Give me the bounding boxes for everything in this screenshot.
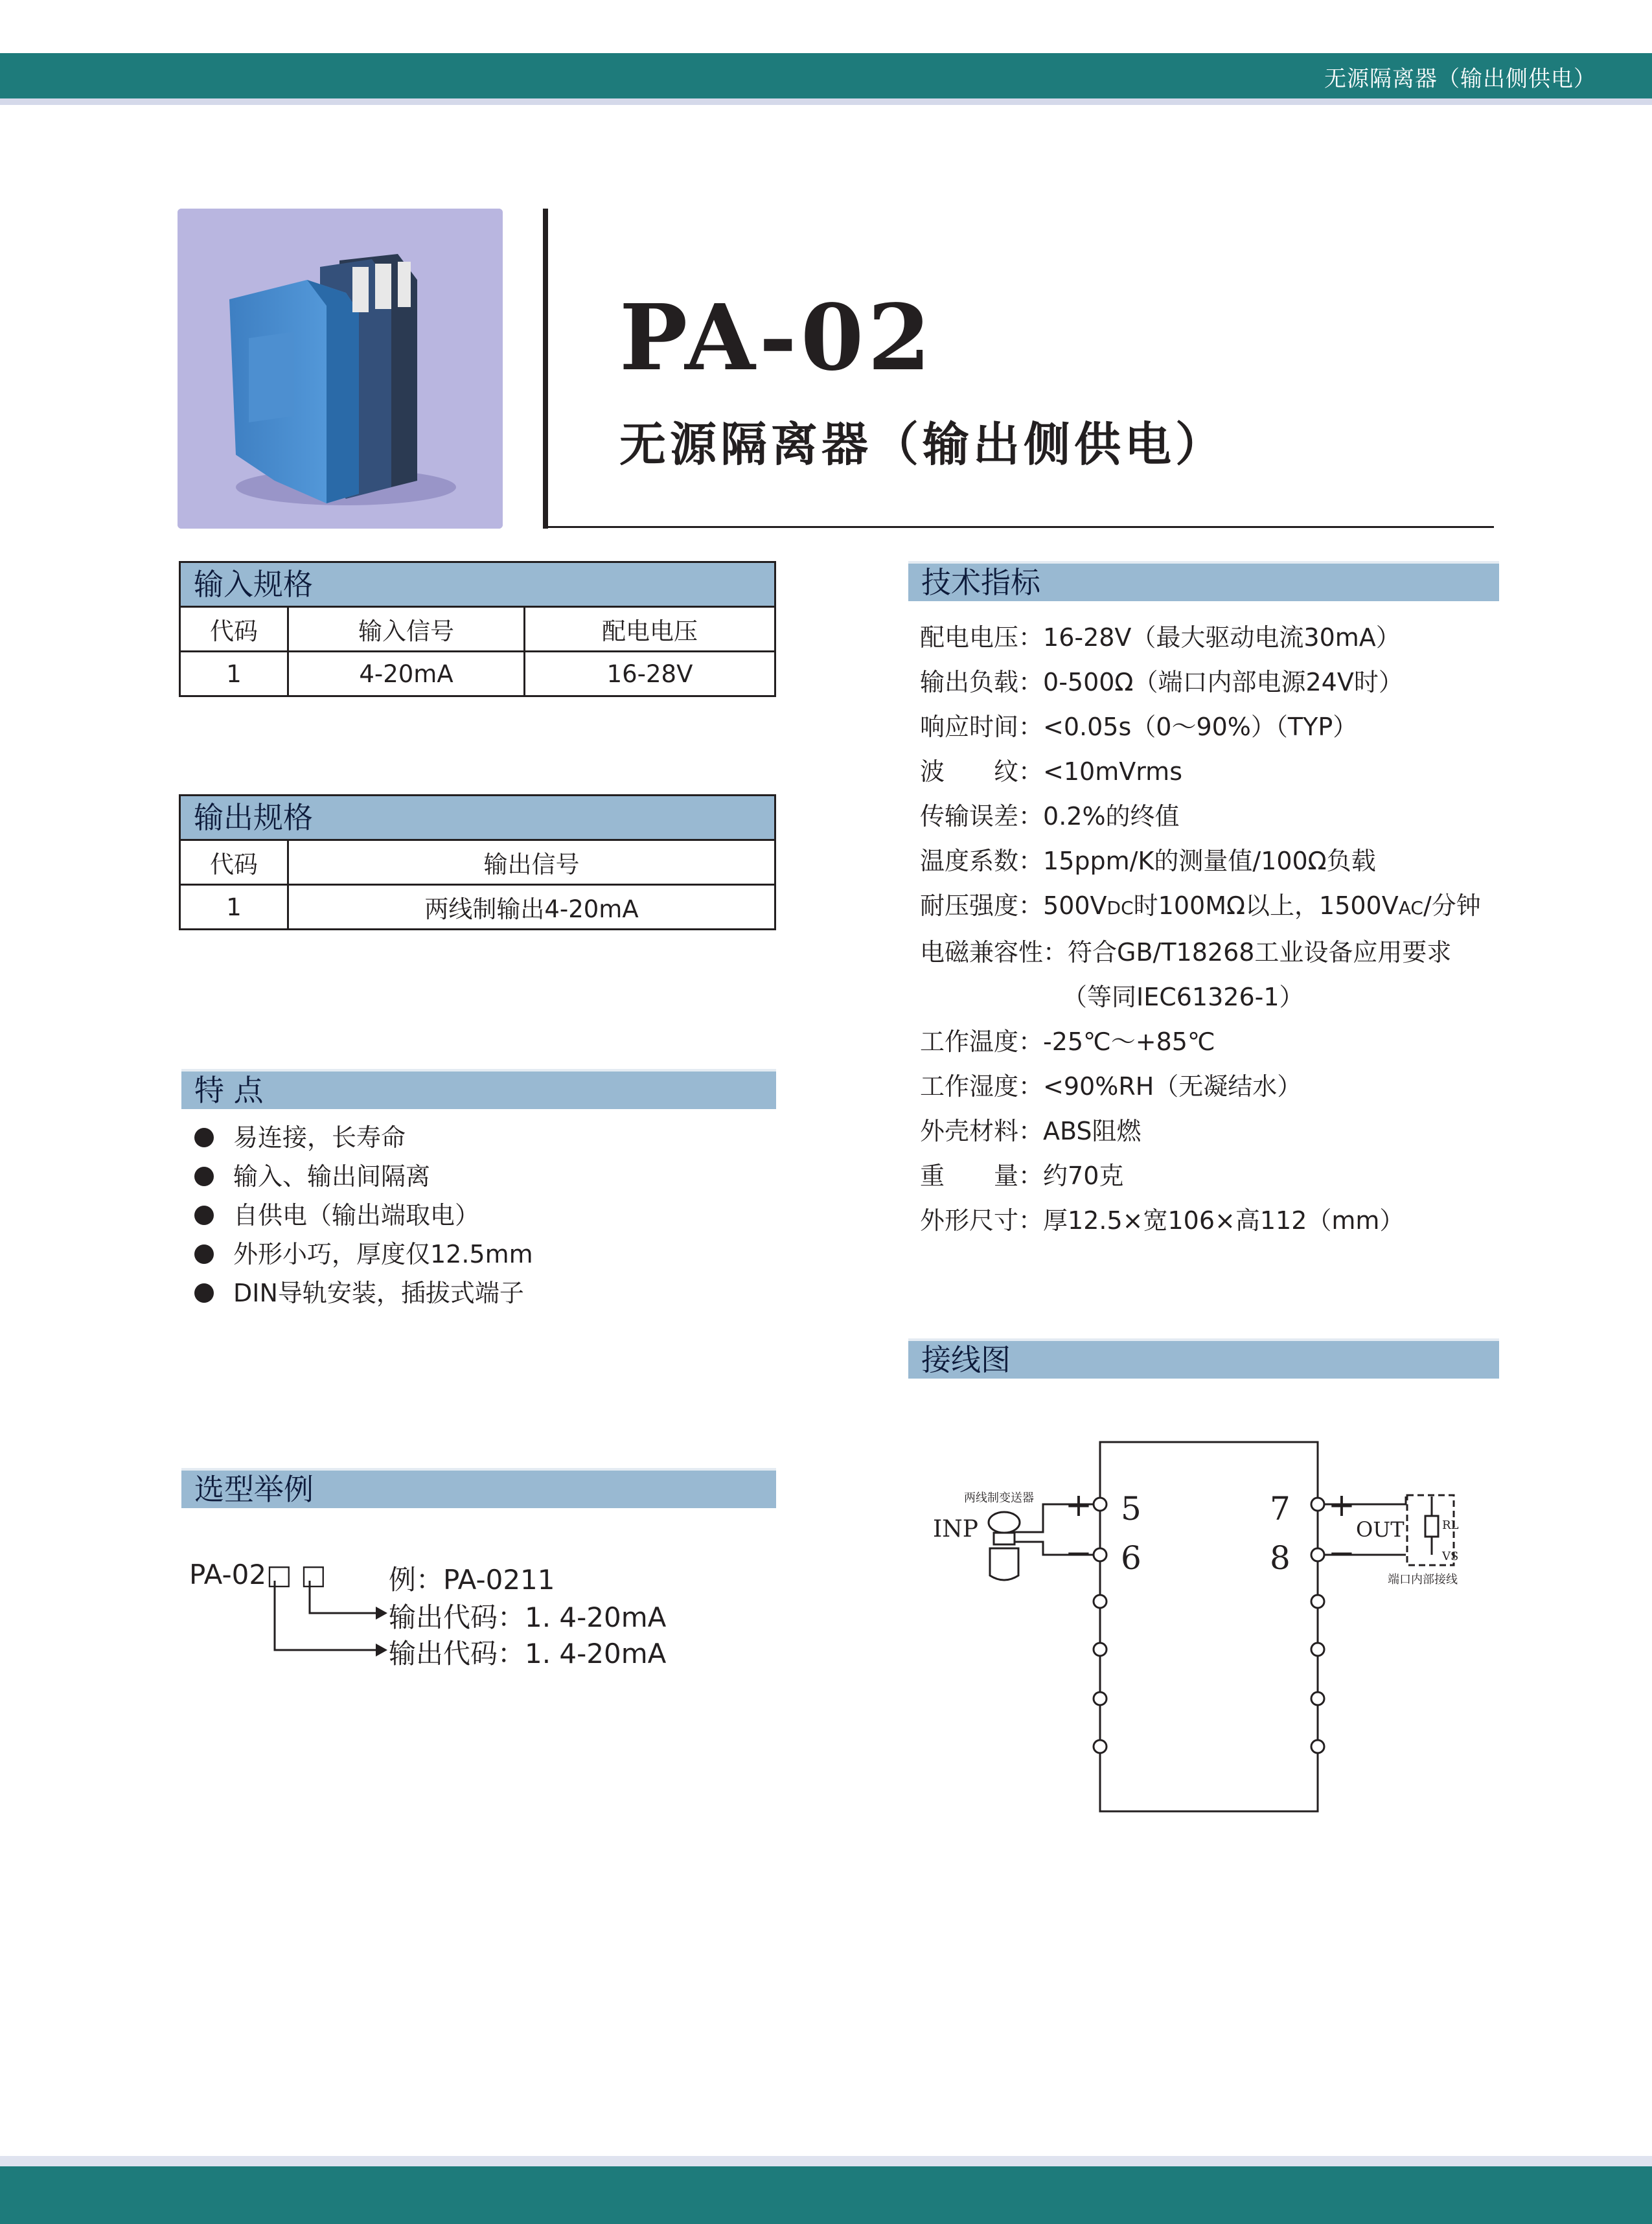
footer-band-light [0,2156,1652,2166]
output-spec-table [179,839,776,930]
selection-arrows [259,1581,389,1665]
spec-value: 厚12.5×宽106×高112（mm） [1043,1206,1405,1235]
transmitter-label: 两线制变送器 [964,1491,1034,1505]
spec-value: 0-500Ω（端口内部电源24V时） [1043,668,1403,696]
bullet-icon [194,1167,214,1186]
table-cell: 4-20mA [288,652,525,696]
table-header-cell: 配电电压 [525,607,775,652]
spec-row [920,1064,1481,1109]
spec-label: 重 量： [920,1162,1044,1190]
table-cell: 16-28V [525,652,775,696]
spec-value: 符合GB/T18268工业设备应用要求 [1068,938,1452,967]
vs-label: VS [1442,1550,1459,1563]
wiring-title: 接线图 [908,1338,1499,1379]
selection-box-1: □ [266,1559,292,1590]
spec-value: （等同IEC61326-1） [1062,983,1304,1011]
title-divider-horizontal [548,526,1494,528]
right-minus-sign: − [1328,1534,1355,1572]
wiring-diagram [907,1425,1490,1827]
list-item [194,1196,533,1235]
spec-value-subscript: DC [1107,897,1134,919]
table-row [180,885,775,930]
list-item [194,1274,533,1313]
spec-label: 输出负载： [920,668,1044,696]
spec-row [920,750,1481,794]
list-item [194,1157,533,1196]
spec-label: 工作温度： [920,1027,1044,1056]
spec-label: 外形尺寸： [920,1206,1044,1235]
table-header-cell: 代码 [180,607,288,652]
spec-row [920,1198,1481,1243]
spec-row [920,884,1481,930]
spec-label: 波 纹： [920,757,1044,786]
table-cell: 1 [180,652,288,696]
spec-value-part: 500V [1043,891,1107,920]
internal-wiring-label: 端口内部接线 [1388,1573,1458,1587]
isolator-module-image [178,209,503,529]
bullet-icon [194,1206,214,1225]
spec-value: -25℃～+85℃ [1043,1027,1215,1056]
bullet-icon [194,1244,214,1264]
left-plus-sign: + [1065,1486,1092,1524]
terminal-8-label: 8 [1270,1539,1291,1577]
spec-row [920,705,1481,750]
features-title: 特 点 [181,1069,776,1109]
table-header-cell: 代码 [180,840,288,885]
input-spec-table [179,606,776,697]
spec-row [920,930,1481,975]
product-model: PA-02 [619,285,935,391]
table-cell: 两线制输出4-20mA [288,885,775,930]
left-minus-sign: − [1065,1534,1092,1572]
feature-text: 输入、输出间隔离 [233,1162,431,1191]
spec-row [920,615,1481,660]
spec-value: <10mVrms [1043,757,1182,786]
spec-value: <0.05s（0～90%）（TYP） [1043,713,1358,741]
terminal-6-label: 6 [1121,1539,1141,1577]
header-title: 无源隔离器（输出侧供电） [1324,66,1596,92]
terminal-5-label: 5 [1121,1490,1141,1528]
spec-row [920,1109,1481,1154]
out-label: OUT [1356,1517,1405,1542]
spec-row [920,794,1481,839]
feature-text: 自供电（输出端取电） [233,1201,480,1230]
spec-label: 响应时间： [920,713,1044,741]
spec-label: 外壳材料： [920,1117,1044,1145]
spec-row [920,660,1481,705]
selection-example: 例：PA-0211 [389,1564,555,1596]
selection-line-1: 输出代码：1. 4-20mA [389,1601,667,1633]
feature-text: DIN导轨安装，插拔式端子 [233,1279,524,1307]
spec-row [920,1020,1481,1064]
table-header-row [180,840,775,885]
list-item [194,1235,533,1274]
product-subtitle: 无源隔离器（输出侧供电） [619,417,1226,472]
tech-title: 技术指标 [908,561,1499,601]
features-list [194,1118,533,1313]
selection-title: 选型举例 [181,1468,776,1508]
table-row [180,652,775,696]
output-spec-title: 输出规格 [179,794,776,841]
bullet-icon [194,1128,214,1147]
terminal-7-label: 7 [1270,1490,1291,1528]
load-resistor-icon [1425,1516,1438,1537]
spec-row [920,839,1481,884]
spec-label: 耐压强度： [920,891,1044,920]
table-cell: 1 [180,885,288,930]
spec-value-subscript: AC [1398,897,1423,919]
spec-value: 16-28V（最大驱动电流30mA） [1043,623,1401,652]
tech-spec-list [920,615,1481,1243]
selection-model-code: PA-02 [189,1559,267,1590]
spec-value-part: 时100MΩ以上，1500V [1133,891,1399,920]
spec-row [920,975,1481,1020]
rl-label: RL [1442,1519,1459,1532]
footer-band [0,2166,1652,2224]
feature-text: 易连接，长寿命 [233,1123,406,1152]
inp-label: INP [933,1516,978,1542]
feature-text: 外形小巧，厚度仅12.5mm [233,1240,533,1268]
spec-label: 配电电压： [920,623,1044,652]
spec-value [1043,884,1481,930]
title-divider-vertical [543,209,548,529]
bullet-icon [194,1283,214,1303]
table-header-cell: 输出信号 [288,840,775,885]
spec-value: 0.2%的终值 [1043,802,1180,831]
input-spec-title: 输入规格 [179,561,776,608]
table-header-row [180,607,775,652]
spec-value: 15ppm/K的测量值/100Ω负载 [1043,847,1376,875]
spec-value-part: /分钟 [1423,891,1481,920]
spec-row [920,1154,1481,1198]
spec-label: 工作湿度： [920,1072,1044,1101]
spec-value: <90%RH（无凝结水） [1043,1072,1302,1101]
transmitter-icon [989,1512,1020,1580]
right-plus-sign: + [1328,1486,1355,1524]
list-item [194,1118,533,1157]
table-header-cell: 输入信号 [288,607,525,652]
spec-value: ABS阻燃 [1043,1117,1141,1145]
selection-box-2: □ [301,1559,327,1590]
spec-label: 电磁兼容性： [920,938,1068,967]
spec-label: 传输误差： [920,802,1044,831]
spec-label: 温度系数： [920,847,1044,875]
product-photo [178,209,503,529]
spec-value: 约70克 [1043,1162,1124,1190]
selection-line-2: 输出代码：1. 4-20mA [389,1638,667,1669]
header-band-shadow [0,98,1652,105]
